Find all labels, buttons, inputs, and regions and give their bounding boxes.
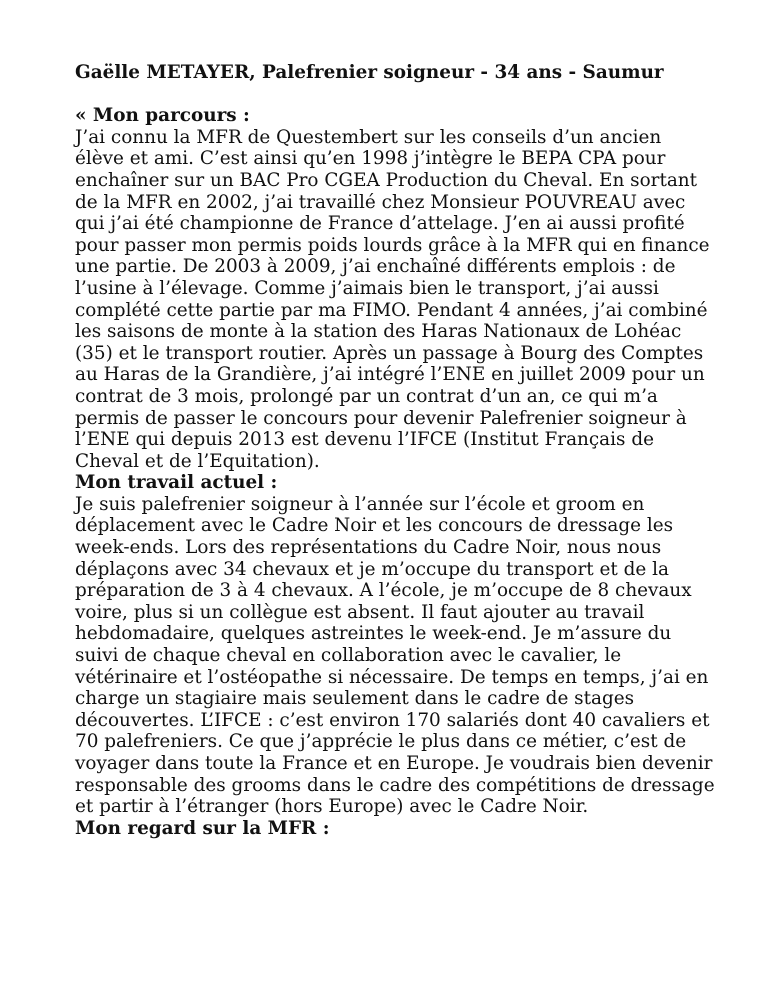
section-heading-parcours: « Mon parcours : — [75, 105, 250, 127]
section-text-travail-actuel: Je suis palefrenier soigneur à l’année sur l’école et groom en déplacement avec le Cadre Noir et les concours de dressage les week-ends. Lors des représentations du Cadre Noir, nous nous déplaçons avec 34 chevaux et je m’occupe du transport et de la préparation de 3 à 4 chevaux. A l’école, je m’occupe de 8 chevaux voire, plus si un collègue est absent. Il faut ajouter au travail hebdomadaire, quelques astreintes le week-end. Je m’assure du suivi de chaque cheval en collaboration avec le cavalier, le vétérinaire et l’ostéopathe si nécessaire. De temps en temps, j’ai en charge un stagiaire mais seulement dans le cadre de stages découvertes. L’IFCE : c’est environ 170 salariés dont 40 cavaliers et 70 palefreniers. Ce que j’apprécie le plus dans ce métier, c’est de voyager dans toute la France et en Europe. Je voudrais bien devenir responsable des grooms dans le cadre des compétitions de dressage et partir à l’étranger (hors Europe) avec le Cadre Noir. — [75, 493, 715, 818]
section-parcours — [75, 105, 715, 472]
section-heading-regard-mfr: Mon regard sur la MFR : — [75, 817, 330, 839]
document-page — [75, 62, 715, 839]
section-heading-travail-actuel: Mon travail actuel : — [75, 472, 278, 494]
section-regard-mfr — [75, 818, 715, 840]
section-travail-actuel — [75, 472, 715, 818]
section-text-parcours: J’ai connu la MFR de Questembert sur les conseils d’un ancien élève et ami. C’est ainsi qu’en 1998 j’intègre le BEPA CPA pour enchaîner sur un BAC Pro CGEA Production du Cheval. En sortant de la MFR en 2002, j’ai travaillé chez Monsieur POUVREAU avec qui j’ai été championne de France d’attelage. J’en ai aussi profité pour passer mon permis poids lourds grâce à la MFR qui en finance une partie. De 2003 à 2009, j’ai enchaîné différents emplois : de l’usine à l’élevage. Comme j’aimais bien le transport, j’ai aussi complété cette partie par ma FIMO. Pendant 4 années, j’ai combiné les saisons de monte à la station des Haras Nationaux de Lohéac (35) et le transport routier. Après un passage à Bourg des Comptes au Haras de la Grandière, j’ai intégré l’ENE en juillet 2009 pour un contrat de 3 mois, prolongé par un contrat d’un an, ce qui m’a permis de passer le concours pour devenir Palefrenier soigneur à l’ENE qui depuis 2013 est devenu l’IFCE (Institut Français de Cheval et de l’Equitation). — [75, 126, 710, 472]
document-title: Gaëlle METAYER, Palefrenier soigneur - 34 ans - Saumur — [75, 62, 664, 83]
